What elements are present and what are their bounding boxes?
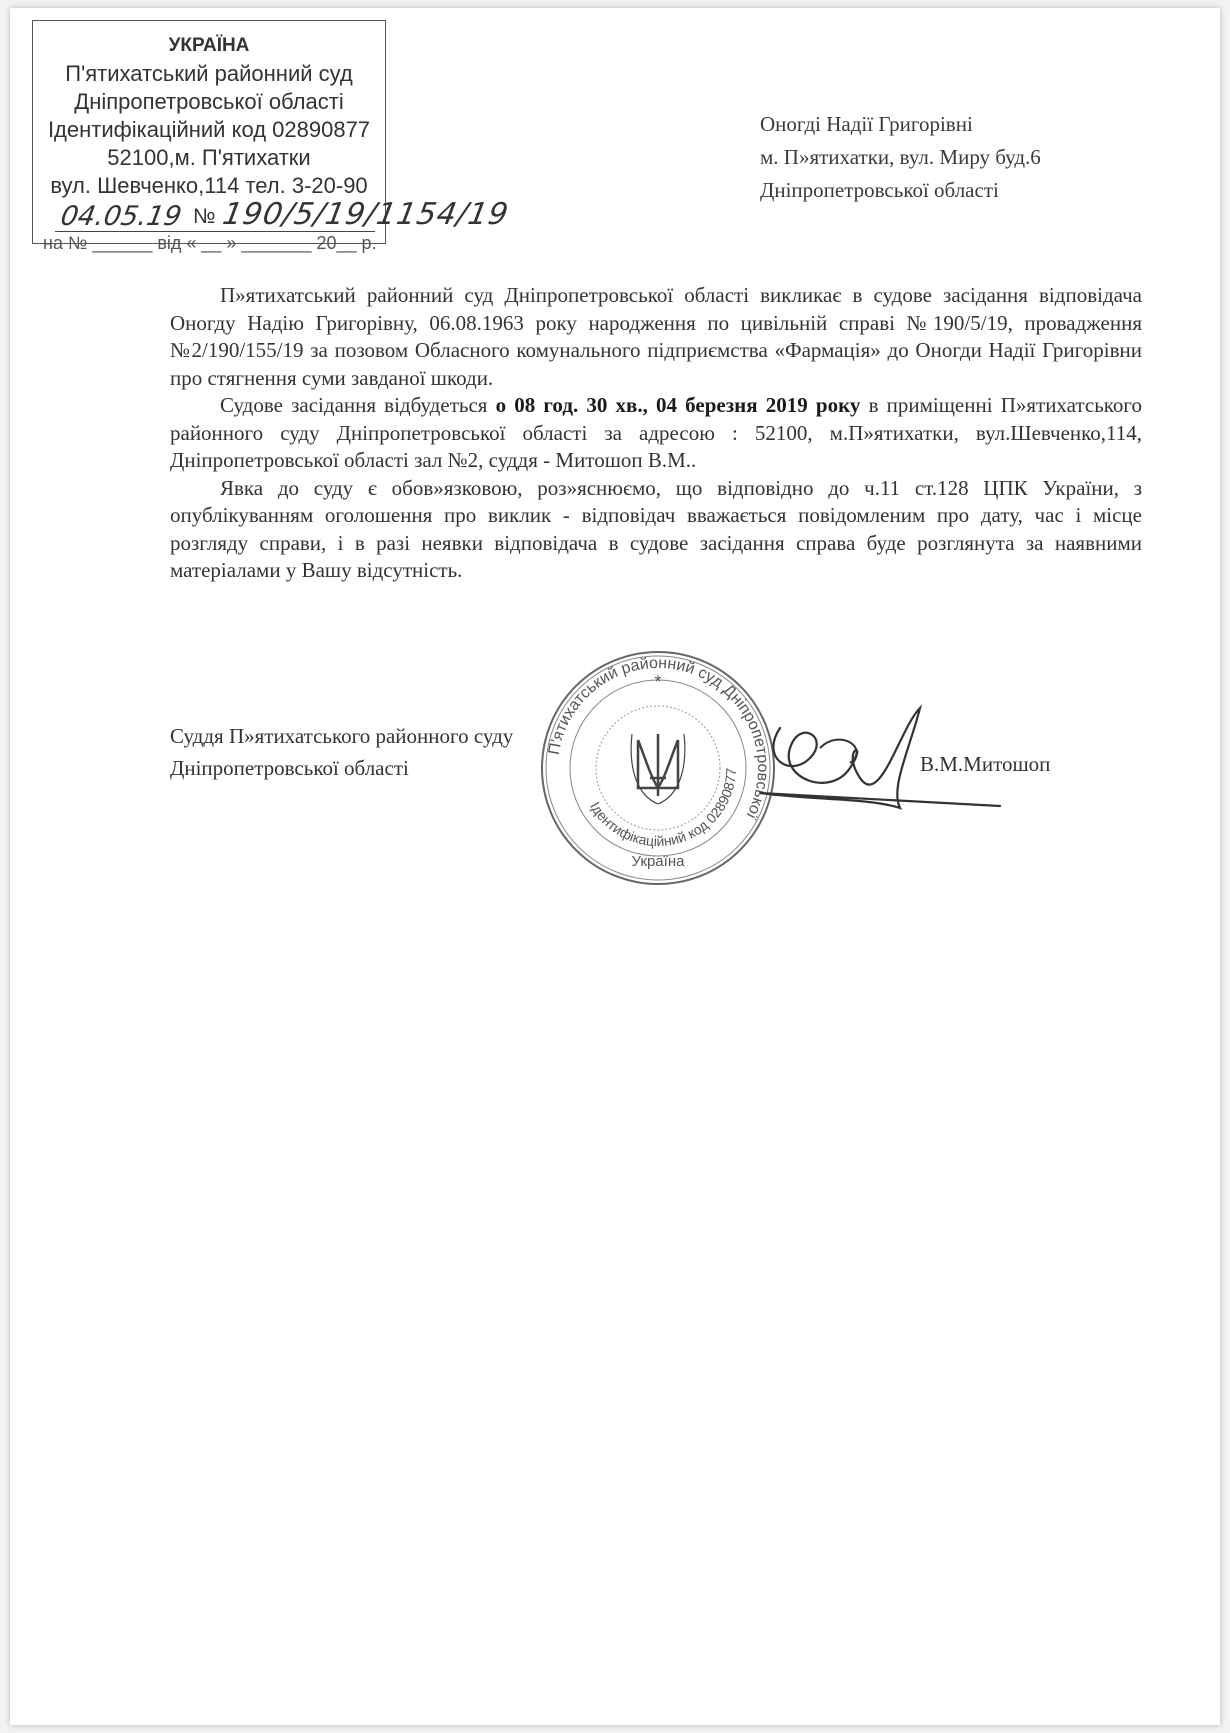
paragraph-summons: П»ятихатський районний суд Дніпропетровської області викликає в судове засідання відповідача Оногду Надію Григорівну, 06.08.1963 року народження по цивільній справі №190/5/19, провадження №2/190/155/19 за позовом Обласного комунального підприємства «Фармація» до Оногди Надії Григорівни про стягнення суми завданої шкоди. [170,283,1142,390]
seal-bottom-text: Україна [631,853,685,870]
stamp-country: УКРАЇНА [168,35,250,56]
signature-name: В.М.Митошоп [920,752,1051,776]
court-seal-icon [538,648,778,888]
seal-inner-text: Ідентифікаційний код 02890877 [587,767,740,850]
addressee-region: Дніпропетровської області [760,178,999,202]
stamp-reg-date: 04.05.19 [58,201,184,232]
stamp-underline [55,231,375,232]
hearing-date-time: о 08 год. 30 хв., 04 березня 2019 року [495,393,861,417]
stamp-address: вул. Шевченко,114 тел. 3-20-90 [50,173,368,198]
signature-title [170,720,513,784]
stamp-id-code: Ідентифікаційний код 02890877 [47,117,371,142]
signature-title-line2: Дніпропетровської області [170,756,409,780]
document-page [10,8,1220,1725]
paragraph-attendance: Явка до суду є обов»язковою, роз»яснюємо, що відповідно до ч.11 ст.128 ЦПК України, з опублікуванням оголошення про виклик - відповідач вважається повідомленим про дату, час і місце розгляду справи, і в разі неявки відповідача в судове засідання справа буде розглянута за наявними матеріалами у Вашу відсутність. [170,475,1142,582]
stamp-bottom-line: на № ______ від « __ » _______ 20__ р. [43,233,377,253]
seal-star: * [654,672,662,692]
addressee-street: м. П»ятихатки, вул. Миру буд.6 [760,145,1041,169]
hearing-text-after: в приміщенні П»ятихатського районного суду Дніпропетровської області за адресою : 52100, м.П»ятихатки, вул.Шевченко,114, Дніпропетровської області зал №2, суддя - Митошоп В.М.. [170,393,1142,472]
stamp-region: Дніпропетровської області [74,89,344,114]
paragraph-hearing [170,392,1142,475]
addressee-block [760,108,1041,207]
addressee-name: Оногді Надії Григорівні [760,112,973,136]
handwritten-signature-icon [750,688,1010,848]
stamp-reg-number: 190/5/19/1154/19 [219,197,512,232]
letter-body [170,282,1142,585]
seal-outer-text: П'ятихатський районний суд Дніпропетровської [545,654,772,822]
trident-icon [631,734,685,804]
stamp-city: 52100,м. П'ятихатки [107,145,311,170]
signature-title-line1: Суддя П»ятихатського районного суду [170,724,514,748]
stamp-no-label: № [193,205,216,228]
stamp-court: П'ятихатський районний суд [65,61,353,86]
hearing-text-before: Судове засідання відбудеться [220,393,496,417]
stamp-registration-line [45,197,512,232]
registration-stamp [32,20,512,253]
